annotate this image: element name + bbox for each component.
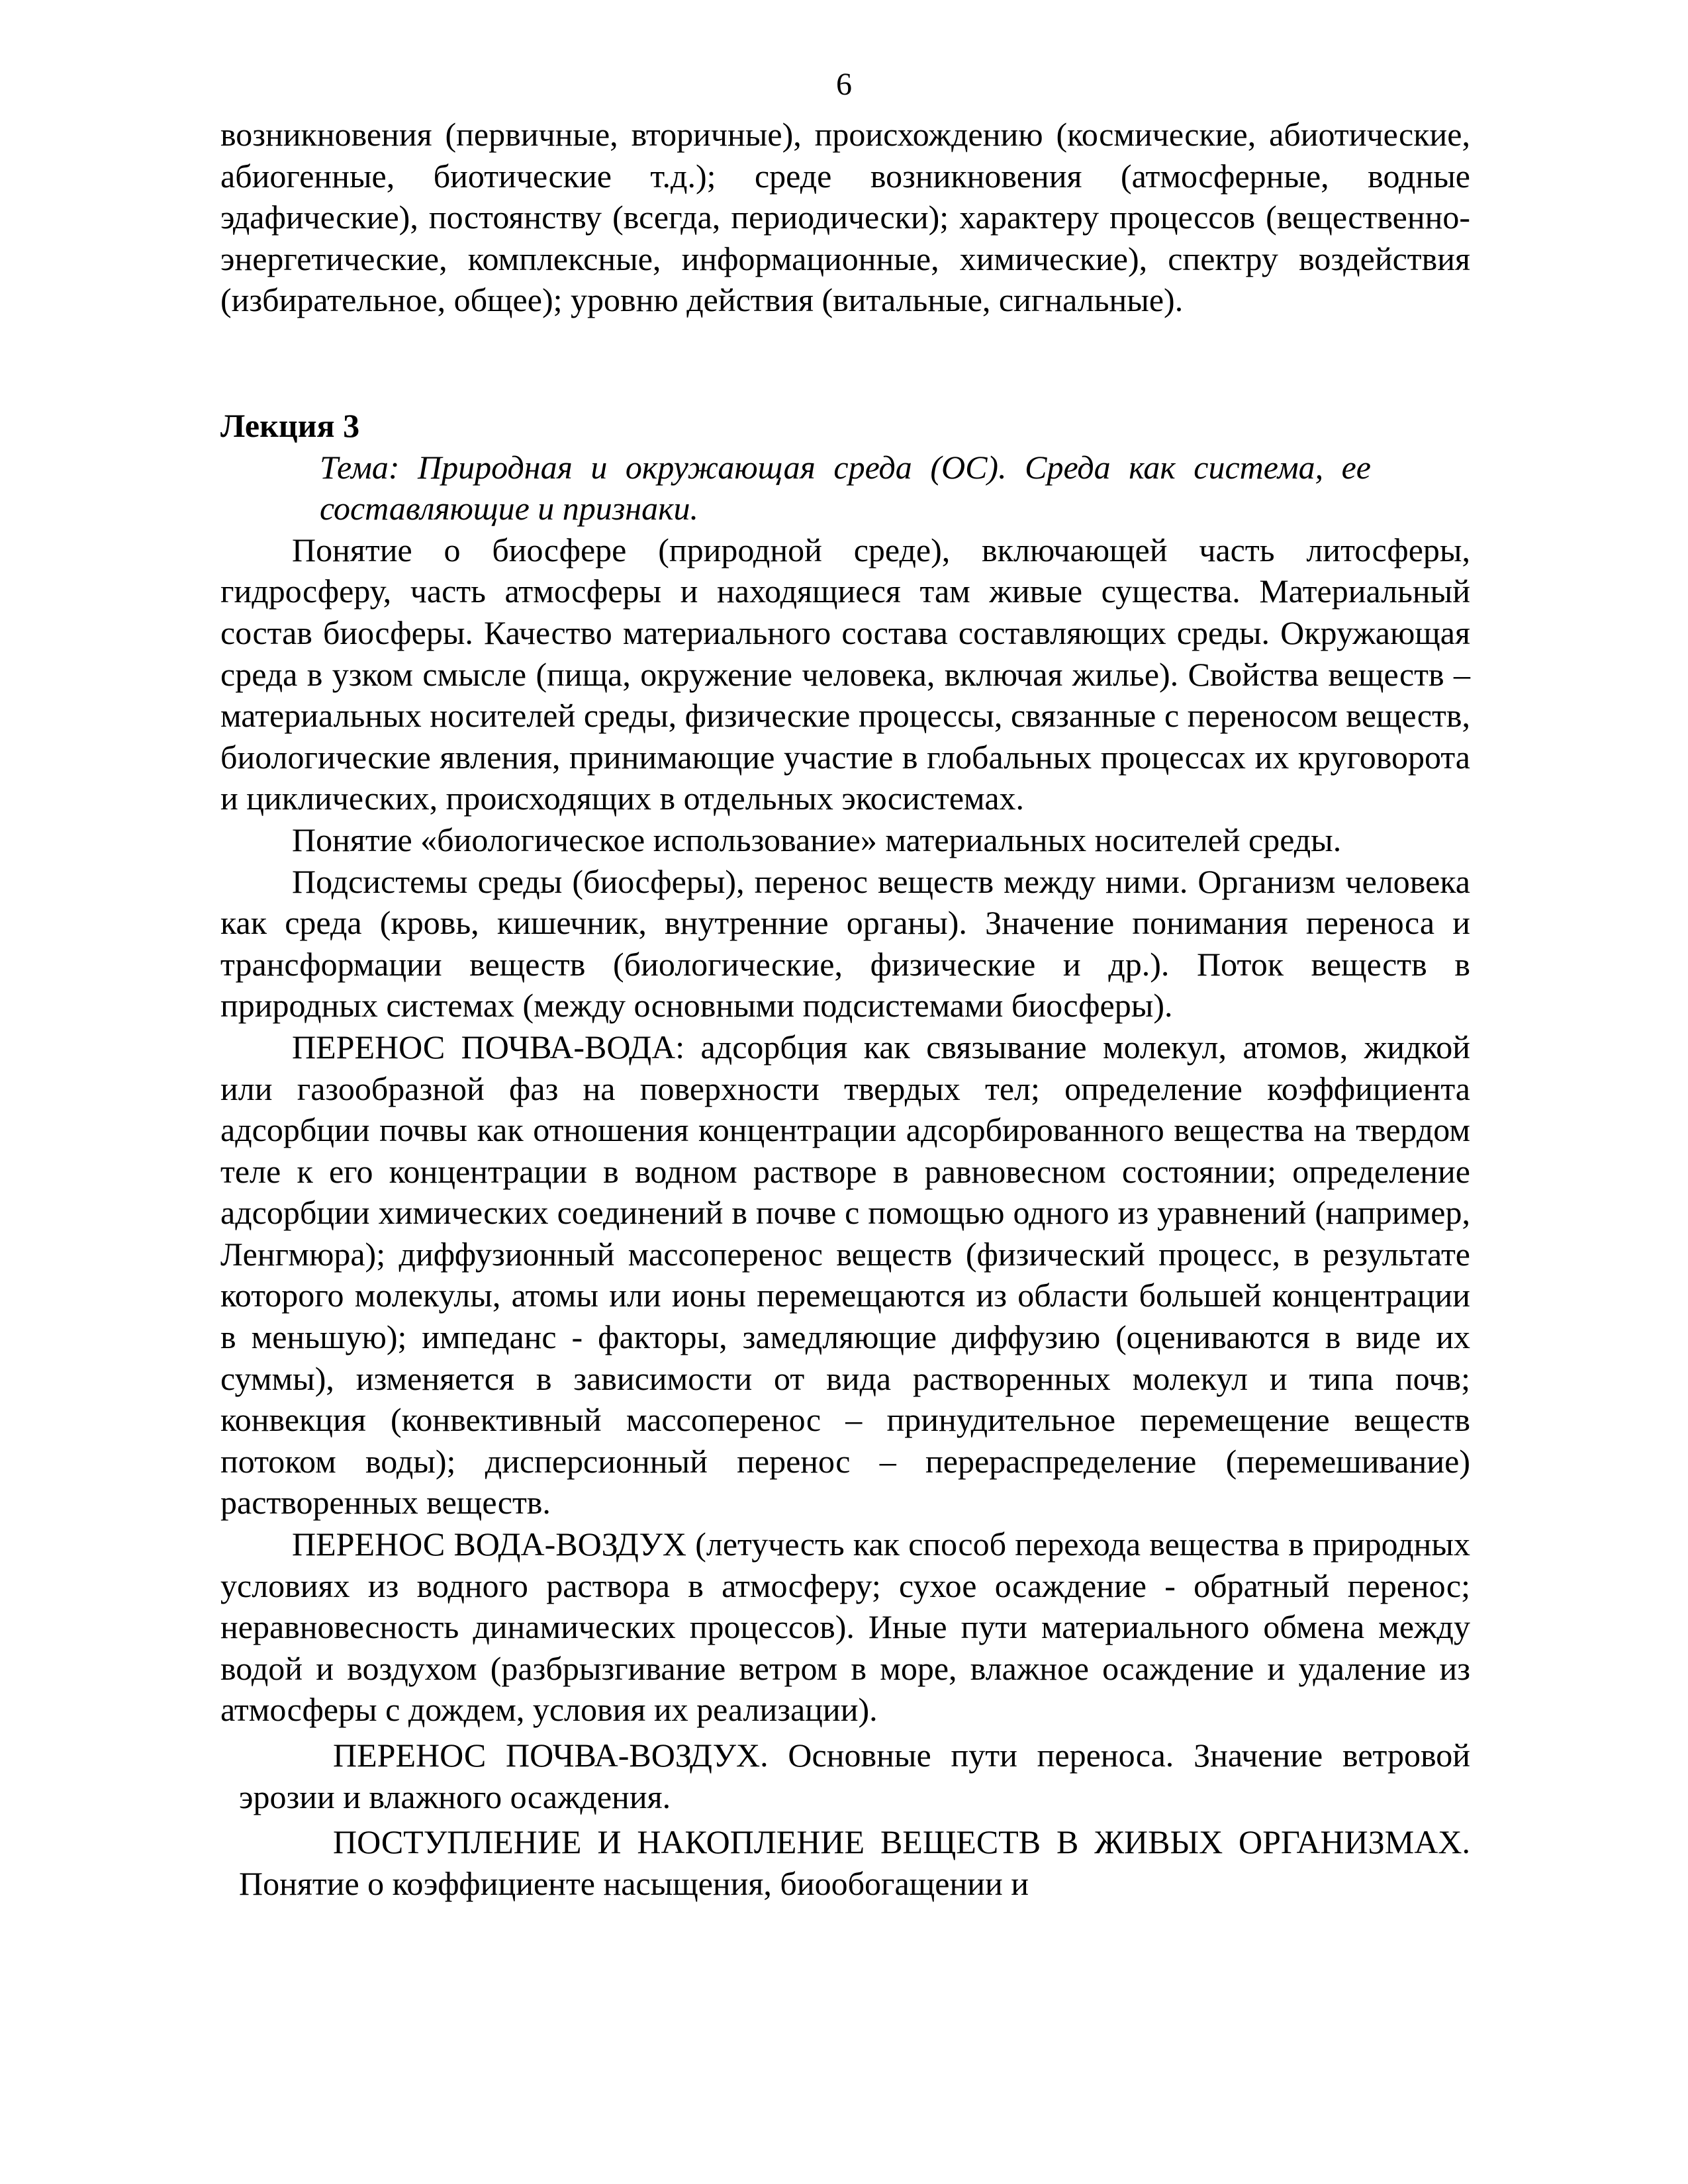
- lecture-section: [220, 405, 1470, 1904]
- lecture-title: Лекция 3: [220, 407, 360, 444]
- paragraph-soil-air: ПЕРЕНОС ПОЧВА-ВОЗДУХ. Основные пути переноса. Значение ветровой эрозии и влажного осаждения.: [239, 1737, 1470, 1815]
- paragraph-subsystems: Подсистемы среды (биосферы), перенос веществ между ними. Организм человека как среда (кровь, кишечник, внутренние органы). Значение понимания переноса и трансформации веществ (биологические, физические и др.). Поток веществ в природных системах (между основными подсистемами биосферы).: [220, 862, 1470, 1024]
- intro-paragraph: возникновения (первичные, вторичные), происхождению (космические, абиотические, абиогенные, биотические т.д.); среде возникновения (атмосферные, водные эдафические), постоянству (всегда, периодически); характеру процессов (вещественно-энергетические, комплексные, информационные, химические), спектру воздействия (избирательное, общее); уровню действия (витальные, сигнальные).: [220, 116, 1470, 319]
- paragraph-biological-use: Понятие «биологическое использование» материальных носителей среды.: [292, 821, 1342, 858]
- paragraph-accumulation: ПОСТУПЛЕНИЕ И НАКОПЛЕНИЕ ВЕЩЕСТВ В ЖИВЫХ ОРГАНИЗМАХ. Понятие о коэффициенте насыщения, биообогащении и: [239, 1823, 1470, 1902]
- paragraph-biosphere: Понятие о биосфере (природной среде), включающей часть литосферы, гидросферу, часть атмосферы и находящиеся там живые существа. Материальный состав биосферы. Качество материального состава составляющих среды. Окружающая среда в узком смысле (пища, окружение человека, включая жилье). Свойства веществ – материальных носителей среды, физические процессы, связанные с переносом веществ, биологические явления, принимающие участие в глобальных процессах их круговорота и циклических, происходящих в отдельных экосистемах.: [220, 531, 1470, 817]
- page-number: 6: [836, 67, 852, 102]
- paragraph-soil-water: ПЕРЕНОС ПОЧВА-ВОДА: адсорбция как связывание молекул, атомов, жидкой или газообразной фаз на поверхности твердых тел; определение коэффициента адсорбции почвы как отношения концентрации адсорбированного вещества на твердом теле к его концентрации в водном растворе в равновесном состоянии; определение адсорбции химических соединений в почве с помощью одного из уравнений (например, Ленгмюра); диффузионный массоперенос веществ (физический процесс, в результате которого молекулы, атомы или ионы перемещаются из области большей концентрации в меньшую); импеданс - факторы, замедляющие диффузию (оцениваются в виде их суммы), изменяется в зависимости от вида растворенных молекул и типа почв; конвекция (конвективный массоперенос – принудительное перемещение веществ потоком воды); дисперсионный перенос – перераспределение (перемешивание) растворенных веществ.: [220, 1028, 1470, 1522]
- lecture-topic: Тема: Природная и окружающая среда (ОС). Среда как система, ее составляющие и признаки.: [320, 448, 1371, 527]
- intro-section: [220, 114, 1470, 321]
- paragraph-water-air: ПЕРЕНОС ВОДА-ВОЗДУХ (летучесть как способ перехода вещества в природных условиях из водного раствора в атмосферу; сухое осаждение - обратный перенос; неравновесность динамических процессов). Иные пути материального обмена между водой и воздухом (разбрызгивание ветром в море, влажное осаждение и удаление из атмосферы с дождем, условия их реализации).: [220, 1525, 1470, 1729]
